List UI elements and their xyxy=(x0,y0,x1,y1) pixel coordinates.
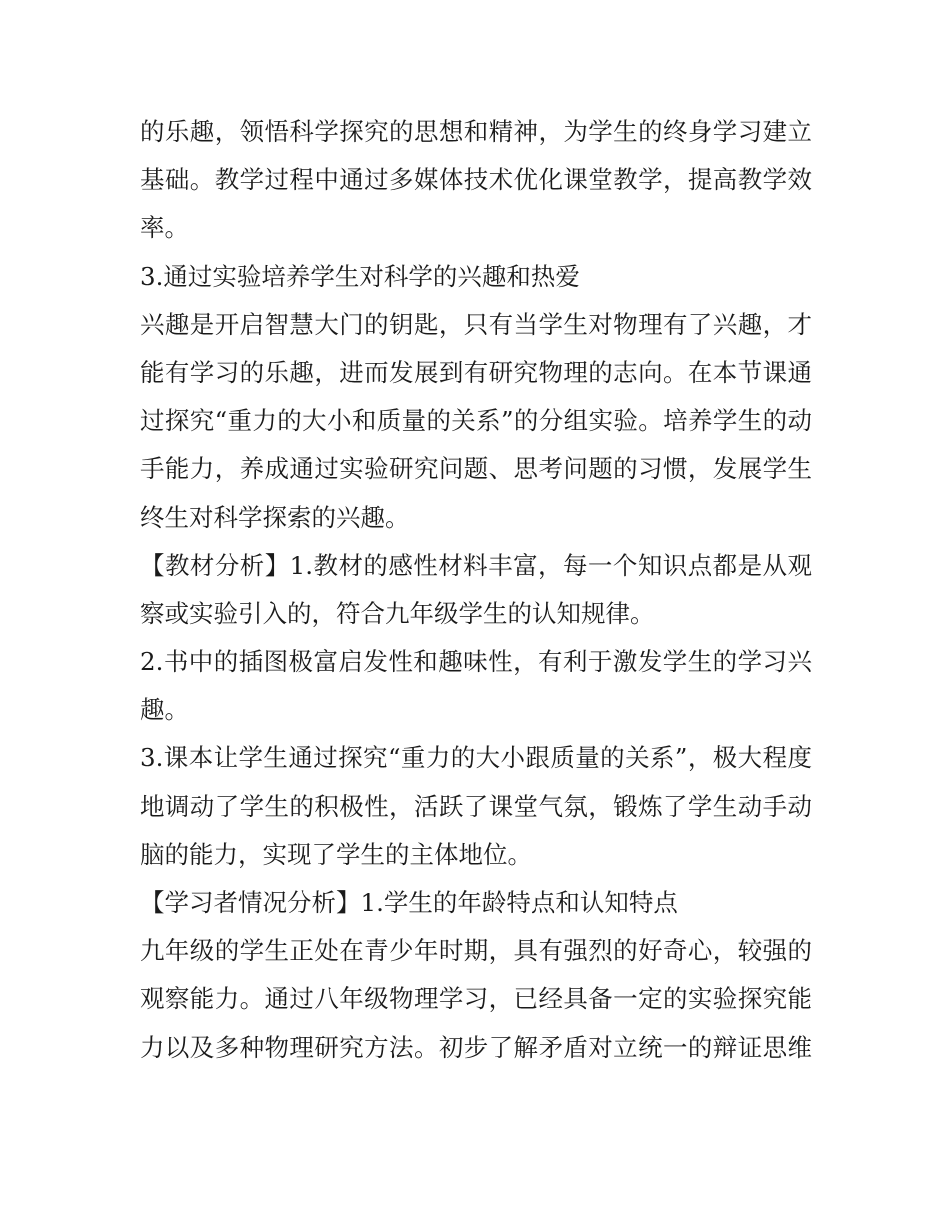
text-line-9: 终生对科学探索的兴趣。 xyxy=(140,502,410,532)
text-line-15: 地调动了学生的积极性，活跃了课堂气氛，锻炼了学生动手动 xyxy=(140,791,812,821)
text-line-11: 察或实验引入的，符合九年级学生的认知规律。 xyxy=(140,598,655,628)
document-body xyxy=(140,108,812,1072)
text-line-3: 率。 xyxy=(140,213,189,243)
text-line-18: 九年级的学生正处在青少年时期，具有强烈的好奇心，较强的 xyxy=(140,936,812,966)
text-line-14: 3.课本让学生通过探究“重力的大小跟质量的关系”，极大程度 xyxy=(140,743,812,773)
text-line-5: 兴趣是开启智慧大门的钥匙，只有当学生对物理有了兴趣，才 xyxy=(140,309,812,339)
text-line-16: 脑的能力，实现了学生的主体地位。 xyxy=(140,839,532,869)
text-line-19: 观察能力。通过八年级物理学习，已经具备一定的实验探究能 xyxy=(140,984,812,1014)
text-line-20: 力以及多种物理研究方法。初步了解矛盾对立统一的辩证思维 xyxy=(140,1032,812,1062)
text-line-8: 手能力，养成通过实验研究问题、思考问题的习惯，发展学生 xyxy=(140,454,812,484)
text-line-2: 基础。教学过程中通过多媒体技术优化课堂教学，提高教学效 xyxy=(140,165,812,195)
section-heading-3: 3.通过实验培养学生对科学的兴趣和热爱 xyxy=(140,261,580,291)
text-line-12: 2.书中的插图极富启发性和趣味性，有利于激发学生的学习兴 xyxy=(140,647,812,677)
textbook-analysis-heading: 【教材分析】1.教材的感性材料丰富，每一个知识点都是从观 xyxy=(140,550,812,580)
text-line-1: 的乐趣，领悟科学探究的思想和精神，为学生的终身学习建立 xyxy=(140,117,812,146)
text-line-6: 能有学习的乐趣，进而发展到有研究物理的志向。在本节课通 xyxy=(140,357,812,387)
learner-analysis-heading: 【学习者情况分析】1.学生的年龄特点和认知特点 xyxy=(140,888,678,917)
text-line-13: 趣。 xyxy=(140,695,189,725)
text-line-7: 过探究“重力的大小和质量的关系”的分组实验。培养学生的动 xyxy=(140,406,812,436)
